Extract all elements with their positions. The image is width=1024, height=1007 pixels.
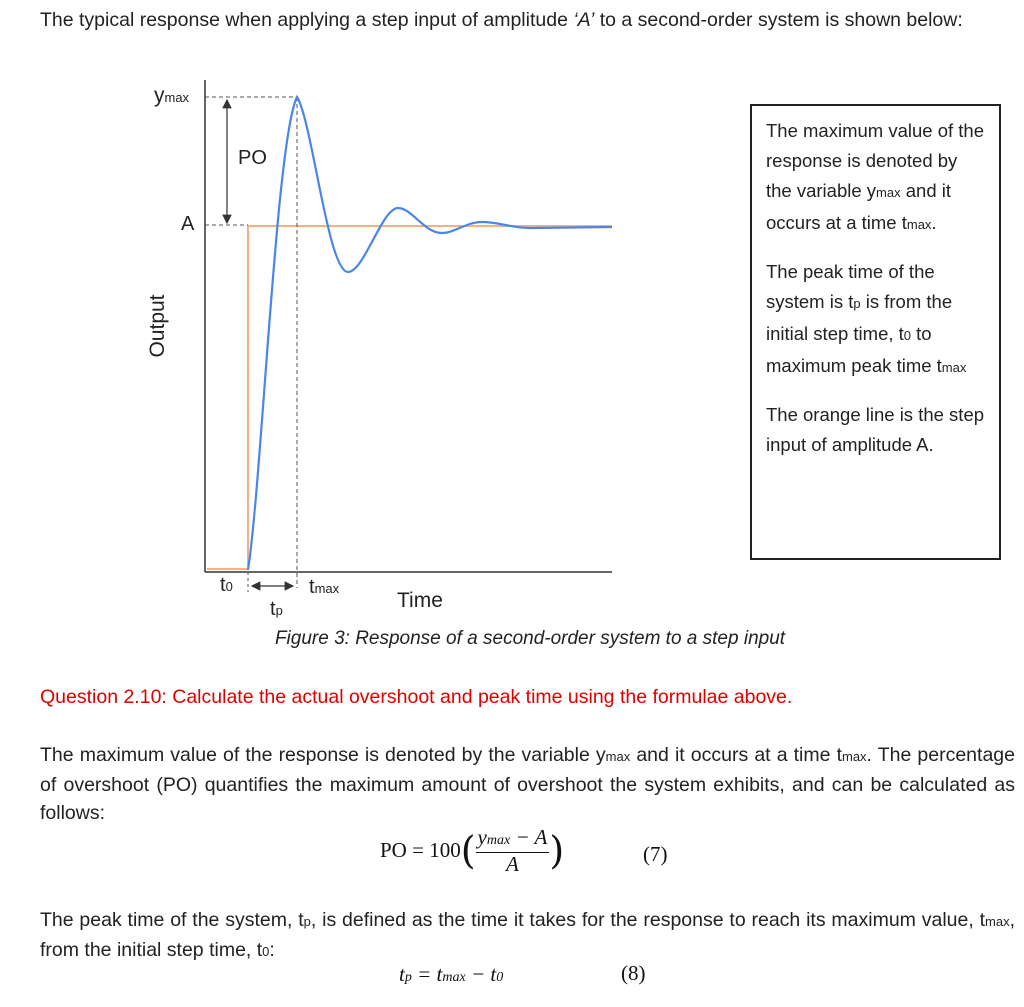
tp-label: tp [270, 598, 283, 620]
y-axis-label: Output [146, 294, 169, 358]
eq7-fraction: $\frac{ymax - A}{A}$ [477, 825, 548, 876]
equation-7 [380, 826, 564, 875]
paragraph-peak-time: The peak time of the system, tp, is defined as the time it takes for the response to reach its maximum value, tmax, from the initial step time, t0: [40, 909, 1015, 961]
ymax-label: ymax [154, 84, 190, 107]
tmax-label: tmax [309, 576, 340, 598]
equation-8-number: (8) [621, 961, 646, 985]
po-label: PO [238, 147, 267, 169]
info-max-value: The maximum value of the response is denoted by the variable ymax and it occurs at a time tmax. [766, 120, 984, 233]
amplitude-symbol: ‘A’ [573, 9, 595, 31]
equation-7-number: (7) [643, 842, 668, 866]
eq7-left-paren: ( [460, 828, 476, 873]
paragraph-overshoot: The maximum value of the response is denoted by the variable ymax and it occurs at a time tmax. The percentage of overshoot (PO) quantifies the maximum amount of overshoot the system exhibits, and can be calculated as follows: [40, 744, 1015, 824]
a-label: A [181, 213, 195, 235]
x-axis-label: Time [397, 589, 443, 612]
info-box [750, 104, 1001, 560]
intro-text: The typical response when applying a step input of amplitude ‘A’ to a second-order system is shown below: [40, 9, 963, 31]
response-curve [248, 97, 612, 570]
step-input-line [207, 226, 612, 569]
info-step-input: The orange line is the step input of amplitude A. [766, 404, 985, 455]
info-peak-time: The peak time of the system is tp is from the initial step time, t0 to maximum peak time tmax [766, 261, 967, 376]
equation-8: tp = tmax − t0 [399, 962, 504, 986]
eq7-lhs: PO = 100 [380, 838, 461, 862]
question-heading: Question 2.10: Calculate the actual overshoot and peak time using the formulae above. [40, 686, 793, 708]
t0-label: t0 [220, 574, 233, 596]
figure-caption: Figure 3: Response of a second-order system to a step input [274, 628, 786, 649]
eq7-right-paren: ) [549, 828, 565, 873]
